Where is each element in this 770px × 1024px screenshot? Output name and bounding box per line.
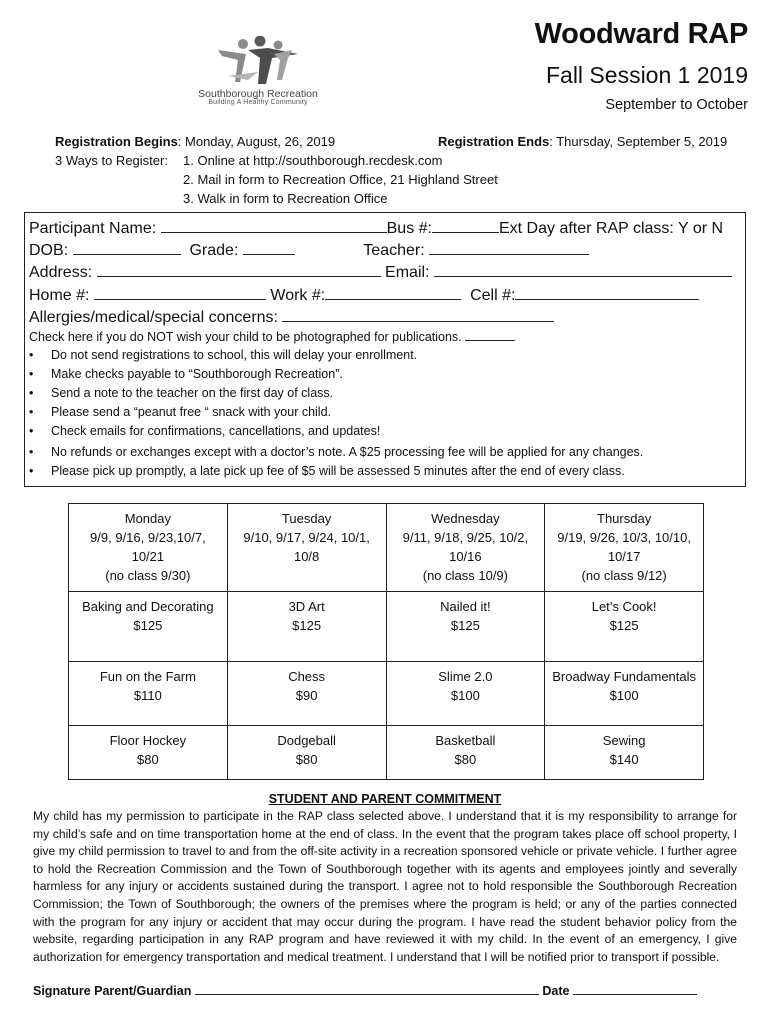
commitment-text: My child has my permission to participate in the RAP class selected above. I understand that it is my responsibility to arrange for my child’s safe and on time transportation home at the end of class. In the event that the program takes place off school property, I give my child permission to travel to and from the off-site activity in a recreation sponsored vehicle or private vehicle. I further agree to hold the Recreation Commission and the Town of Southborough together with its agents and employees jointly and severally harmless for any injury or accidents sustained during the transport. I agree not to hold responsible the Southborough Recreation Commission; the Town of Southborough; the owners of the premises where the program is held; or any of the parties connected with the program for any injury or accident that may occur during the program. I have read the student behavior policy from the website, regarding participation in any RAP program and have reviewed it with my child. In the event of an emergency, I give authorization for emergency transportation and medical treatment. I understand that I will be notified prior to transport if possible. — [33, 809, 737, 964]
list-item: • Make checks payable to “Southborough Recreation”. — [29, 367, 343, 381]
southborough-logo — [188, 36, 328, 108]
class-cell[interactable]: Baking and Decorating $125 — [69, 592, 228, 662]
day-cell-wednesday: Wednesday 9/11, 9/18, 9/25, 10/2, 10/16 (no class 10/9) — [386, 504, 545, 592]
register-way-online: 1. Online at http://southborough.recdesk.com — [183, 153, 443, 168]
class-cell[interactable]: Floor Hockey $80 — [69, 726, 228, 780]
day-cell-monday: Monday 9/9, 9/16, 9/23,10/7, 10/21 (no class 9/30) — [69, 504, 228, 592]
day-cell-thursday: Thursday 9/19, 9/26, 10/3, 10/10, 10/17 (no class 9/12) — [545, 504, 704, 592]
page-title: Woodward RAP — [534, 18, 748, 50]
registration-begins: Registration Begins: Monday, August, 26, 2019 — [55, 134, 336, 149]
class-cell[interactable]: Nailed it! $125 — [386, 592, 545, 662]
class-cell[interactable]: Broadway Fundamentals $100 — [545, 662, 704, 726]
cell-phone-field[interactable] — [515, 284, 699, 300]
registration-ends: Registration Ends: Thursday, September 5, 2019 — [438, 134, 728, 149]
bus-number-field[interactable] — [432, 217, 499, 233]
allergies-field[interactable] — [282, 306, 554, 322]
class-cell[interactable]: Fun on the Farm $110 — [69, 662, 228, 726]
list-item: • Check emails for confirmations, cancellations, and updates! — [29, 424, 381, 438]
class-cell[interactable]: Let’s Cook! $125 — [545, 592, 704, 662]
list-item: • Please send a “peanut free “ snack with your child. — [29, 405, 332, 419]
photo-optout-line: Check here if you do NOT wish your child to be photographed for publications. — [29, 329, 515, 344]
table-row — [69, 662, 704, 726]
list-item: • Please pick up promptly, a late pick up fee of $5 will be assessed 5 minutes after the end of every class. — [29, 464, 625, 478]
signature-line: Signature Parent/Guardian Date — [33, 982, 697, 998]
dob-field[interactable] — [73, 239, 181, 255]
class-cell[interactable]: 3D Art $125 — [227, 592, 386, 662]
class-cell[interactable]: Basketball $80 — [386, 726, 545, 780]
list-item: • No refunds or exchanges except with a doctor’s note. A $25 processing fee will be applied for any changes. — [29, 445, 644, 459]
participant-name-field[interactable] — [161, 217, 387, 233]
list-item: • Send a note to the teacher on the first day of class. — [29, 386, 334, 400]
table-row — [69, 726, 704, 780]
registration-form — [24, 212, 746, 487]
session-title: Fall Session 1 2019 — [545, 62, 748, 88]
work-phone-field[interactable] — [325, 284, 461, 300]
date-field[interactable] — [573, 982, 697, 995]
signature-field[interactable] — [195, 982, 539, 995]
email-field[interactable] — [434, 261, 732, 277]
teacher-field[interactable] — [429, 239, 589, 255]
list-item: • Do not send registrations to school, this will delay your enrollment. — [29, 348, 418, 362]
class-cell[interactable]: Dodgeball $80 — [227, 726, 386, 780]
address-line: Address: Email: — [29, 261, 732, 282]
register-way-walkin: 3. Walk in form to Recreation Office — [183, 191, 388, 206]
grade-field[interactable] — [243, 239, 295, 255]
class-cell[interactable]: Sewing $140 — [545, 726, 704, 780]
home-phone-field[interactable] — [94, 284, 266, 300]
photo-optout-checkbox[interactable] — [465, 329, 515, 341]
people-figures-logo-icon — [188, 36, 328, 88]
logo-tagline: Building A Healthy Community — [208, 99, 308, 106]
participant-line: Participant Name: Bus #: Ext Day after RAP class: Y or N — [29, 217, 723, 238]
phone-line: Home #: Work #: Cell #: — [29, 284, 699, 305]
session-dates: September to October — [605, 97, 748, 113]
class-schedule-table — [68, 503, 704, 780]
class-cell[interactable]: Chess $90 — [227, 662, 386, 726]
table-row — [69, 504, 704, 592]
commitment-title: STUDENT AND PARENT COMMITMENT — [268, 792, 502, 806]
logo-name: Southborough Recreation — [198, 88, 318, 100]
allergies-line: Allergies/medical/special concerns: — [29, 306, 554, 327]
class-cell[interactable]: Slime 2.0 $100 — [386, 662, 545, 726]
day-cell-tuesday: Tuesday 9/10, 9/17, 9/24, 10/1, 10/8 — [227, 504, 386, 592]
table-row — [69, 592, 704, 662]
register-way-mail: 2. Mail in form to Recreation Office, 21 Highland Street — [183, 172, 498, 187]
address-field[interactable] — [97, 261, 381, 277]
ways-to-register-label: 3 Ways to Register: — [55, 153, 168, 168]
dob-line: DOB: Grade: Teacher: — [29, 239, 589, 260]
